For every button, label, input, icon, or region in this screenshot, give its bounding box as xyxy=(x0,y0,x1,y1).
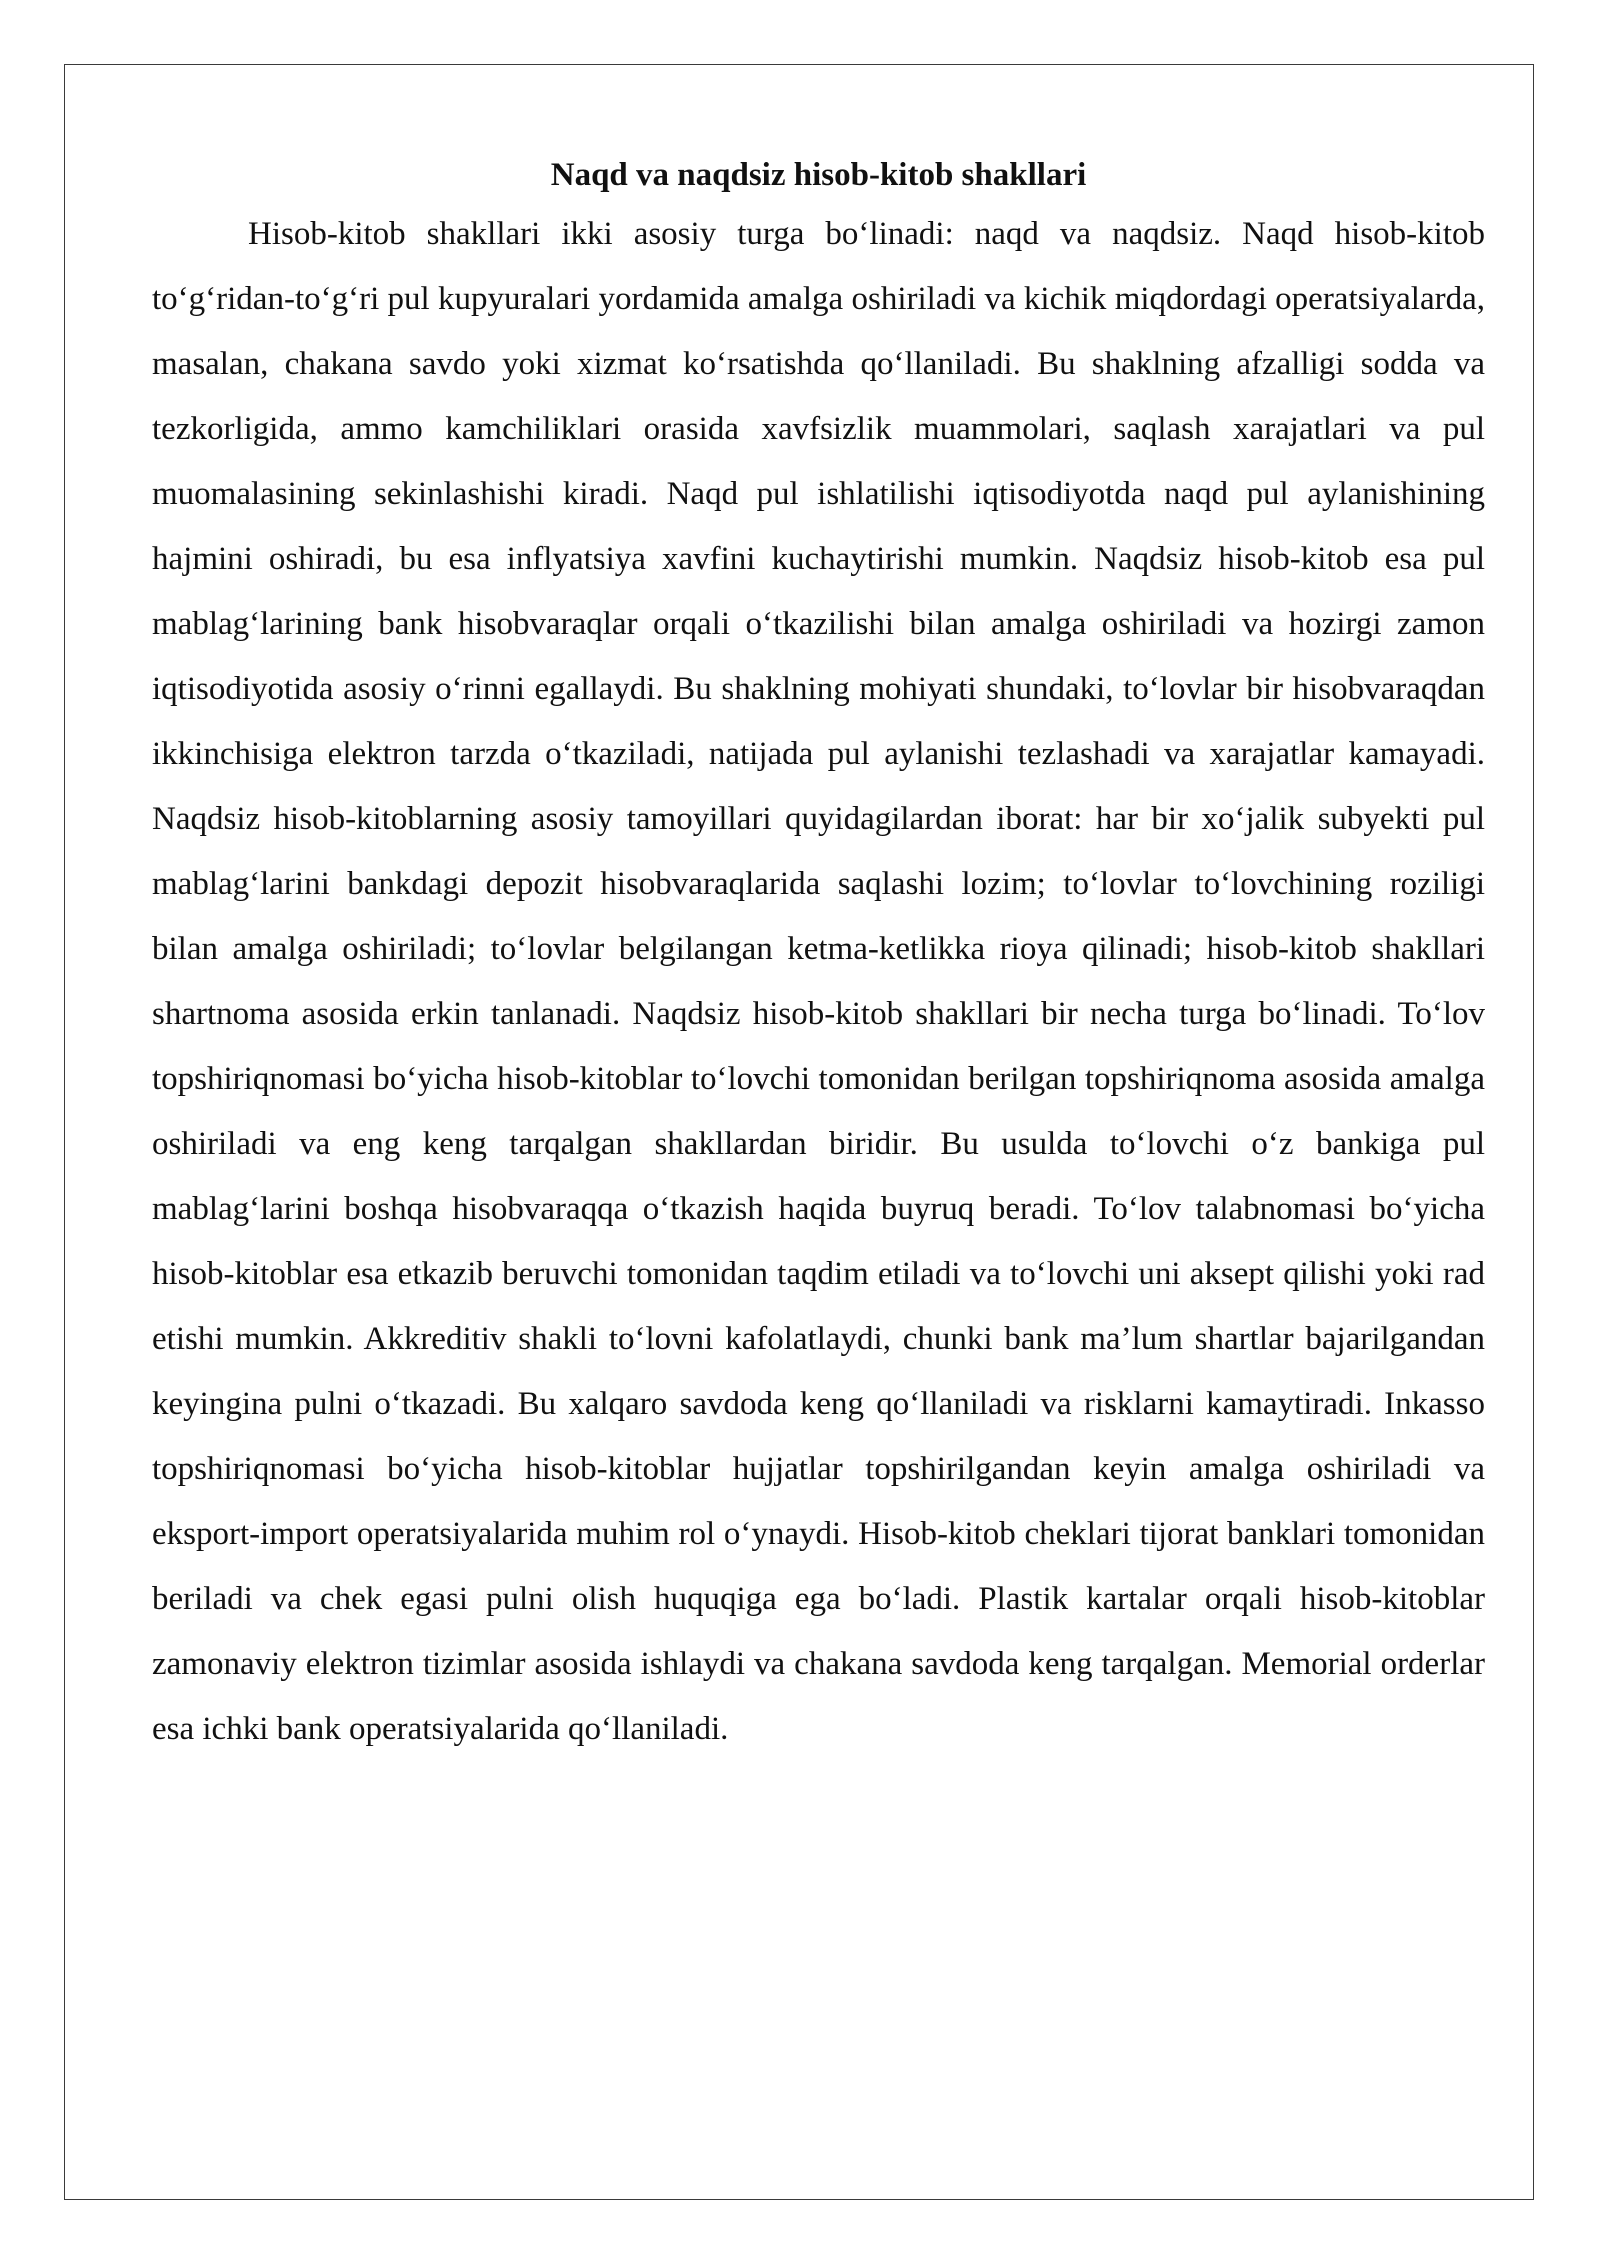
document-title: Naqd va naqdsiz hisob-kitob shakllari xyxy=(550,157,1087,193)
document-body xyxy=(152,150,1485,1762)
body-paragraph: Hisob-kitob shakllari ikki asosiy turga bo‘linadi: naqd va naqdsiz. Naqd hisob-kitob to‘g‘ridan-to‘g‘ri pul kupyuralari yordamida amalga oshiriladi va kichik miqdordagi operatsiyalarda, masalan, chakana savdo yoki xizmat ko‘rsatishda qo‘llaniladi. Bu shaklning afzalligi sodda va tezkorligida, ammo kamchiliklari orasida xavfsizlik muammolari, saqlash xarajatlari va pul muomalasining sekinlashishi kiradi. Naqd pul ishlatilishi iqtisodiyotda naqd pul aylanishining hajmini oshiradi, bu esa inflyatsiya xavfini kuchaytirishi mumkin. Naqdsiz hisob-kitob esa pul mablag‘larining bank hisobvaraqlar orqali o‘tkazilishi bilan amalga oshiriladi va hozirgi zamon iqtisodiyotida asosiy o‘rinni egallaydi. Bu shaklning mohiyati shundaki, to‘lovlar bir hisobvaraqdan ikkinchisiga elektron tarzda o‘tkaziladi, natijada pul aylanishi tezlashadi va xarajatlar kamayadi. Naqdsiz hisob-kitoblarning asosiy tamoyillari quyidagilardan iborat: har bir xo‘jalik subyekti pul mablag‘larini bankdagi depozit hisobvaraqlarida saqlashi lozim; to‘lovlar to‘lovchining roziligi bilan amalga oshiriladi; to‘lovlar belgilangan ketma-ketlikka rioya qilinadi; hisob-kitob shakllari shartnoma asosida erkin tanlanadi. Naqdsiz hisob-kitob shakllari bir necha turga bo‘linadi. To‘lov topshiriqnomasi bo‘yicha hisob-kitoblar to‘lovchi tomonidan berilgan topshiriqnoma asosida amalga oshiriladi va eng keng tarqalgan shakllardan biridir. Bu usulda to‘lovchi o‘z bankiga pul mablag‘larini boshqa hisobvaraqqa o‘tkazish haqida buyruq beradi. To‘lov talabnomasi bo‘yicha hisob-kitoblar esa etkazib beruvchi tomonidan taqdim etiladi va to‘lovchi uni aksept qilishi yoki rad etishi mumkin. Akkreditiv shakli to‘lovni kafolatlaydi, chunki bank ma’lum shartlar bajarilgandan keyingina pulni o‘tkazadi. Bu xalqaro savdoda keng qo‘llaniladi va risklarni kamaytiradi. Inkasso topshiriqnomasi bo‘yicha hisob-kitoblar hujjatlar topshirilgandan keyin amalga oshiriladi va eksport-import operatsiyalarida muhim rol o‘ynaydi. Hisob-kitob cheklari tijorat banklari tomonidan beriladi va chek egasi pulni olish huquqiga ega bo‘ladi. Plastik kartalar orqali hisob-kitoblar zamonaviy elektron tizimlar asosida ishlaydi va chakana savdoda keng tarqalgan. Memorial orderlar esa ichki bank operatsiyalarida qo‘llaniladi. xyxy=(152,216,1485,1747)
